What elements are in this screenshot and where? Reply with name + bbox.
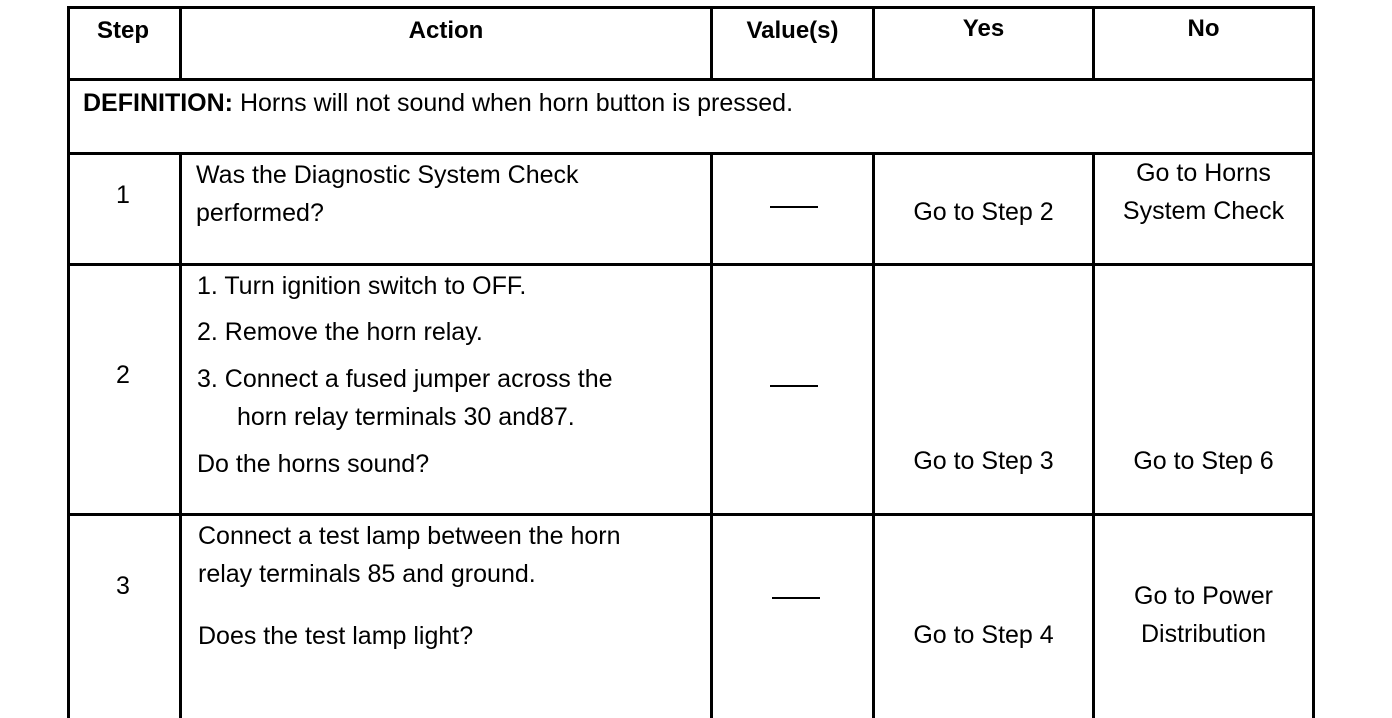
header-values: Value(s) <box>746 17 839 44</box>
definition-text: Horns will not sound when horn button is pressed. <box>233 89 794 117</box>
header-yes: Yes <box>962 15 1005 42</box>
row1-action-line2: performed? <box>196 199 324 227</box>
row3-step: 3 <box>116 572 130 600</box>
row2-step: 2 <box>116 361 130 389</box>
row3-no-line2: Distribution <box>1140 620 1267 648</box>
row2-bottom-border <box>67 513 1315 516</box>
row1-yes: Go to Step 2 <box>913 198 1054 226</box>
row2-action-line4: horn relay terminals 30 and87. <box>237 403 575 431</box>
row2-action-line5: Do the horns sound? <box>197 450 430 478</box>
row1-action-line1: Was the Diagnostic System Check <box>196 161 579 189</box>
table-top-border <box>67 6 1315 9</box>
row2-action-line2: 2. Remove the horn relay. <box>197 318 483 346</box>
row3-action-line3: Does the test lamp light? <box>198 622 474 650</box>
row2-action-line1: 1. Turn ignition switch to OFF. <box>197 272 527 300</box>
row1-no-line2: System Check <box>1122 197 1285 225</box>
row1-bottom-border <box>67 263 1315 266</box>
row2-no: Go to Step 6 <box>1133 447 1274 475</box>
col-divider-action-body <box>710 153 713 718</box>
row1-step: 1 <box>116 181 130 209</box>
col-divider-step-body <box>179 153 182 718</box>
header-action: Action <box>408 17 484 44</box>
header-no: No <box>1187 15 1220 42</box>
row2-action-line3: 3. Connect a fused jumper across the <box>197 365 613 393</box>
row2-yes: Go to Step 3 <box>913 447 1054 475</box>
table-right-border <box>1312 6 1315 718</box>
diagnostic-table <box>67 6 1315 718</box>
row3-action-line1: Connect a test lamp between the horn <box>198 522 621 550</box>
row3-action-line2: relay terminals 85 and ground. <box>198 560 536 588</box>
definition-label: DEFINITION: <box>83 89 233 117</box>
row3-yes: Go to Step 4 <box>913 621 1054 649</box>
header-step: Step <box>96 17 149 44</box>
row2-value-dash <box>770 385 818 387</box>
header-bottom-border <box>67 78 1315 81</box>
row3-no-line1: Go to Power <box>1134 582 1273 610</box>
row1-no-line1: Go to Horns <box>1136 159 1271 187</box>
row1-value-dash <box>770 206 818 208</box>
definition-row <box>83 84 1303 122</box>
row3-value-dash <box>772 597 820 599</box>
